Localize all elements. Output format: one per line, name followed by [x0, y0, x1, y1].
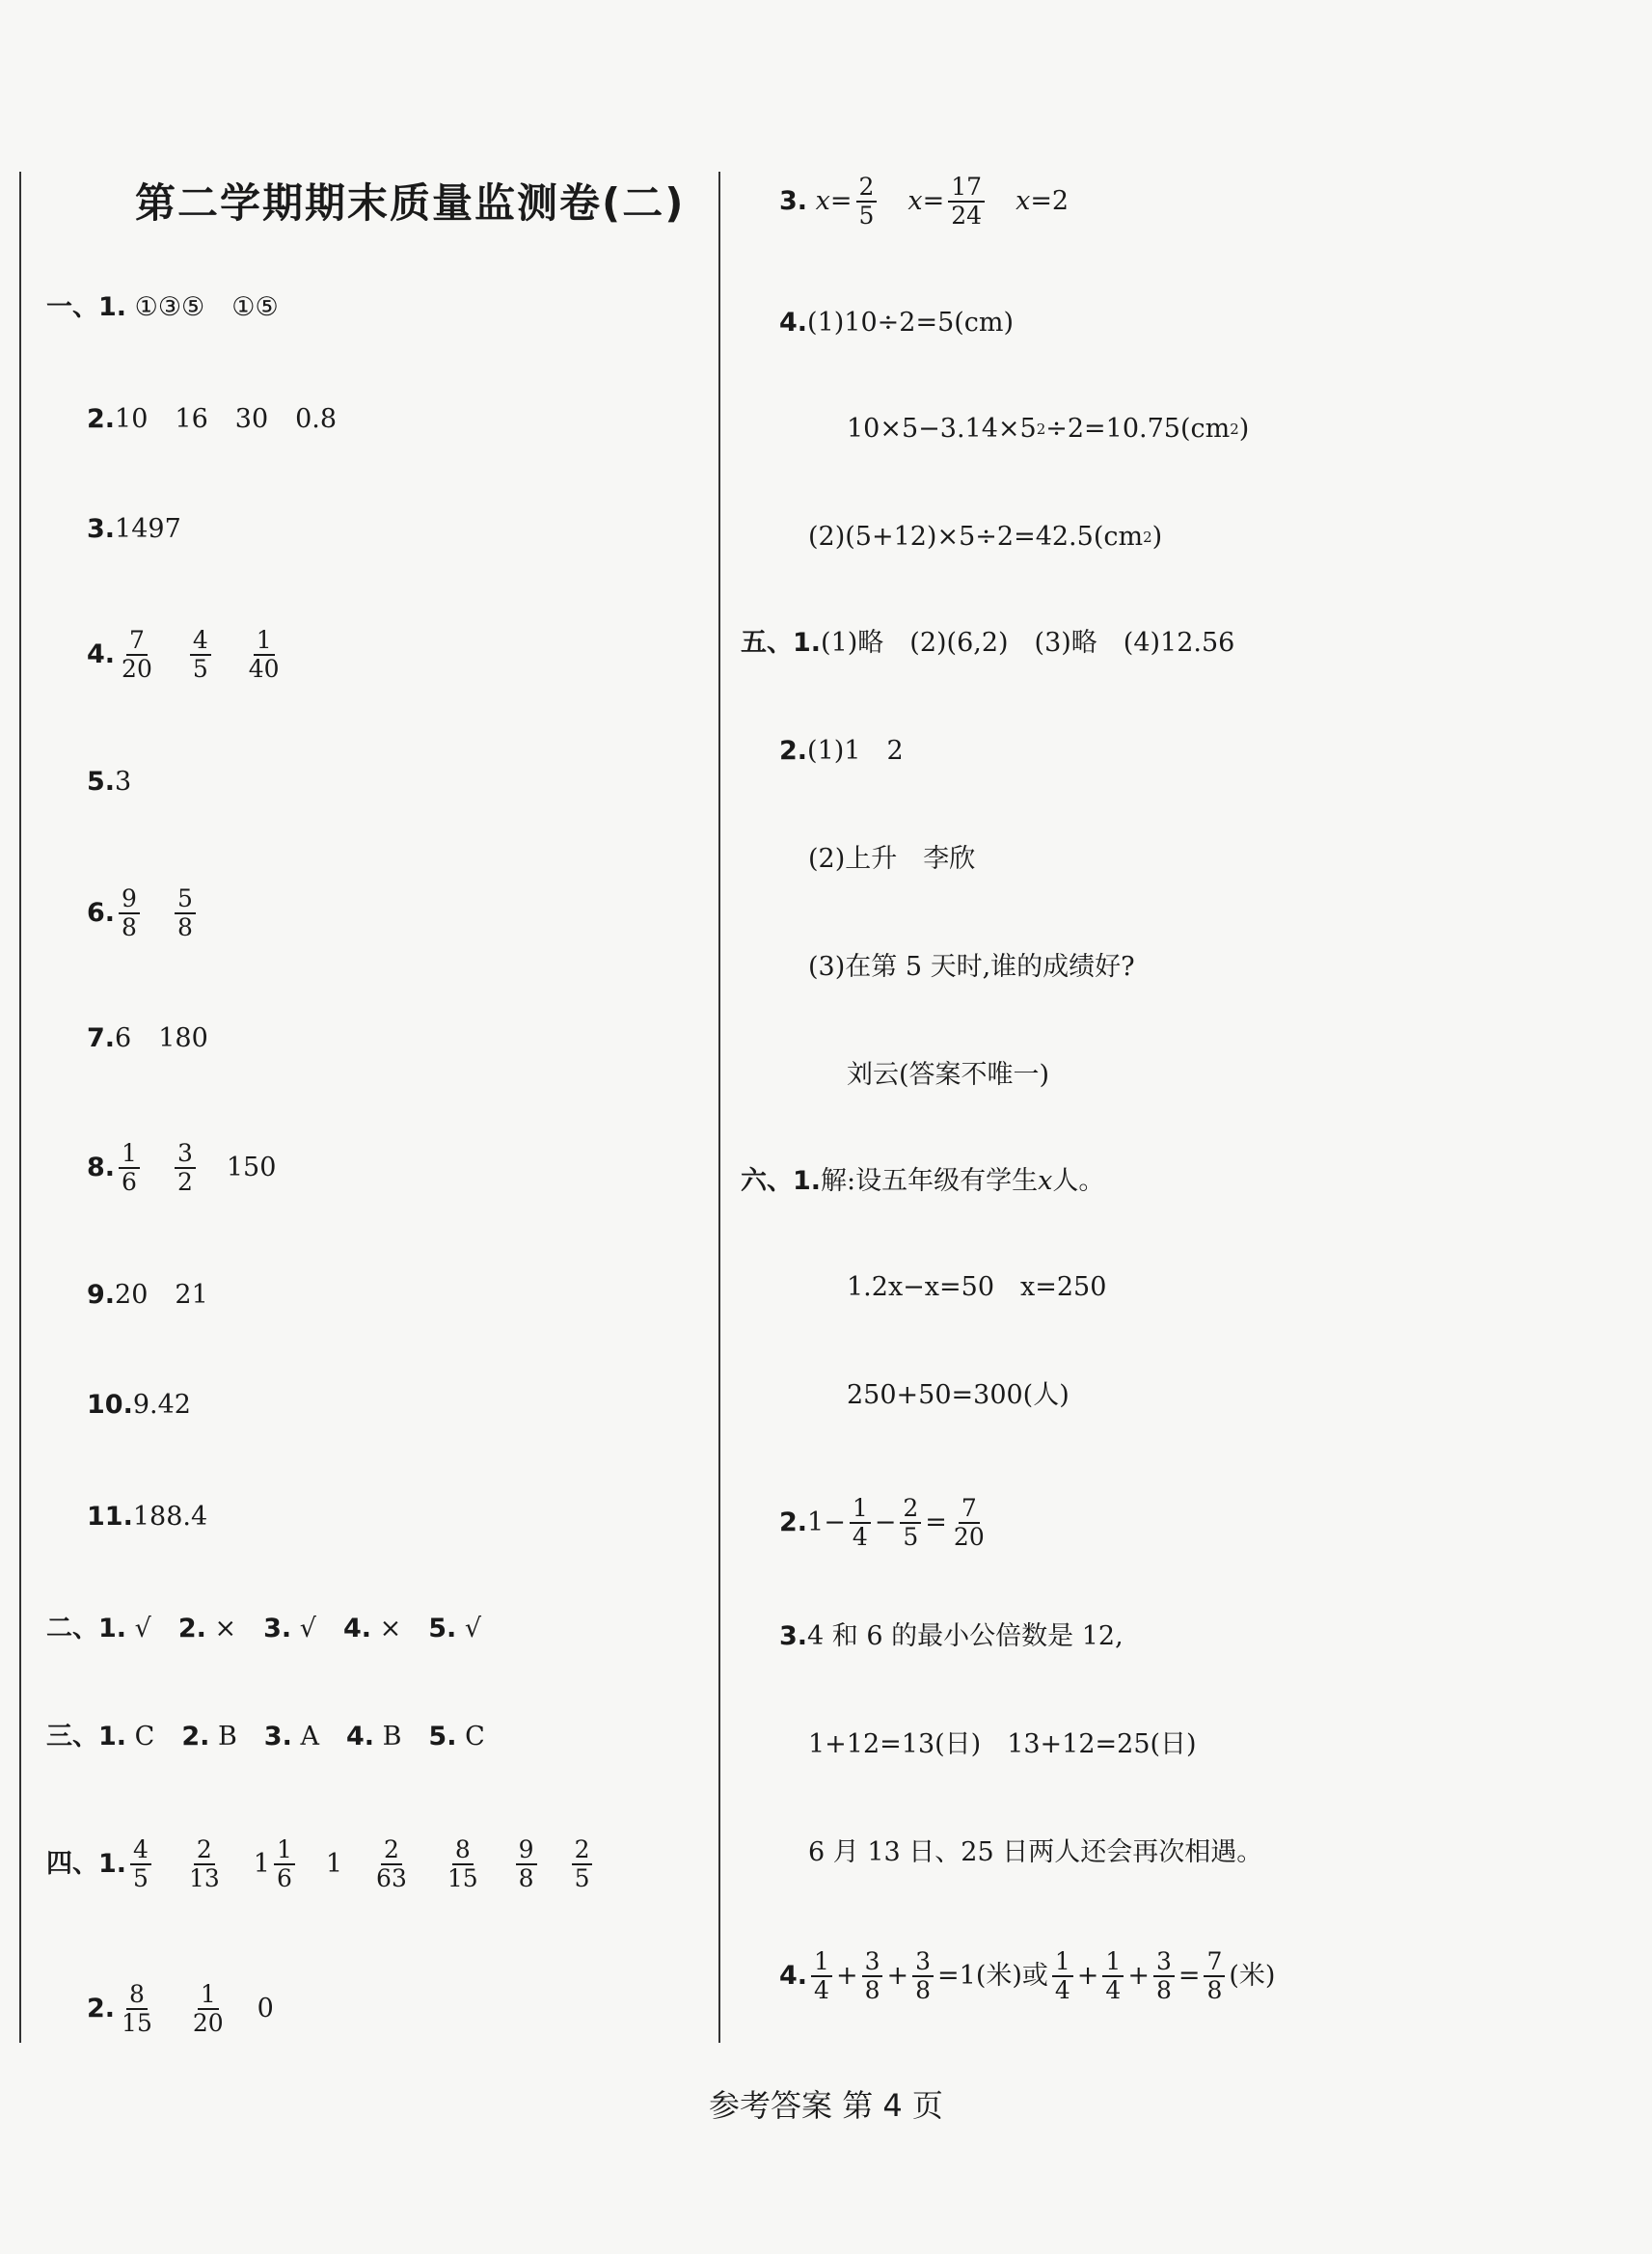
- text: 7: [1204, 1948, 1225, 1977]
- text: 30: [234, 404, 269, 434]
- text: 5: [903, 1523, 919, 1551]
- text: −: [874, 1507, 897, 1537]
- answer-6-1: [741, 1165, 1104, 1198]
- text: 1: [1052, 1948, 1073, 1977]
- text: +: [886, 1961, 909, 1991]
- text: 3: [115, 767, 132, 797]
- answer-6-4: [779, 1948, 1275, 2004]
- text: 2: [1230, 421, 1239, 438]
- text: 3.: [779, 186, 808, 216]
- text: 10: [115, 404, 149, 434]
- answer-2: [46, 1613, 481, 1645]
- text: 9.42: [132, 1390, 191, 1420]
- text: 8: [864, 1976, 880, 2004]
- column-divider: [718, 172, 720, 2043]
- text: 5: [192, 655, 208, 683]
- text: 四、1.: [46, 1849, 127, 1879]
- text: 1.2x−x=50 x=250: [847, 1272, 1107, 1302]
- text: 1: [850, 1495, 871, 1524]
- text: 1: [254, 627, 275, 656]
- left-margin-rule: [19, 172, 21, 2043]
- answer-3: [46, 1721, 485, 1753]
- text: 17: [948, 174, 985, 203]
- text: 3: [175, 1140, 196, 1169]
- text: =: [829, 186, 853, 216]
- text: +: [1076, 1961, 1099, 1991]
- text: (1)10÷2=5(cm): [807, 308, 1015, 338]
- text: x: [1016, 186, 1031, 216]
- text: 5.: [428, 1722, 457, 1752]
- text: 2: [1143, 529, 1152, 546]
- text: B: [217, 1722, 237, 1752]
- text: 250+50=300(人): [847, 1380, 1070, 1410]
- text: ×: [379, 1614, 402, 1643]
- answer-6-1-eq: [847, 1271, 1106, 1304]
- text: √: [299, 1614, 316, 1643]
- text: 40: [248, 655, 280, 683]
- text: 4.: [342, 1614, 372, 1643]
- answer-6-3-result: [808, 1836, 1262, 1869]
- text: 4.: [87, 639, 116, 669]
- text: 4: [190, 627, 211, 656]
- text: 二、1.: [46, 1614, 127, 1643]
- fraction: [119, 1140, 140, 1196]
- text: =: [925, 1507, 947, 1537]
- text: =2: [1030, 186, 1070, 216]
- fraction: [850, 1495, 871, 1551]
- text: 9: [516, 1836, 537, 1865]
- text: 4: [1105, 1976, 1122, 2004]
- text: 180: [158, 1023, 208, 1053]
- text: 24: [951, 202, 983, 230]
- text: C: [465, 1722, 485, 1752]
- text: 6: [122, 1168, 137, 1196]
- answer-5-2-2: [808, 843, 975, 876]
- text: ): [1238, 414, 1250, 444]
- text: (3)在第 5 天时,谁的成绩好?: [808, 952, 1135, 982]
- text: 4: [814, 1976, 829, 2004]
- text: 20: [192, 2009, 224, 2037]
- text: 188.4: [132, 1502, 208, 1532]
- page-title: 第二学期期末质量监测卷(二): [135, 179, 686, 227]
- text: √: [134, 1614, 151, 1643]
- answer-5-2-1: [779, 735, 904, 768]
- text: 2.: [87, 404, 116, 434]
- text: 7: [126, 627, 148, 656]
- fraction: [274, 1836, 295, 1892]
- answer-1-5: [87, 766, 131, 799]
- text: 8: [1155, 1976, 1172, 2004]
- text: =: [1178, 1961, 1201, 1991]
- answer-4-3: [779, 174, 1069, 230]
- text: 一、1.: [46, 292, 127, 322]
- fraction: [951, 1495, 988, 1551]
- answer-4-1: [46, 1836, 596, 1892]
- text: 3: [912, 1948, 934, 1977]
- text: 1: [119, 1140, 140, 1169]
- fraction: [130, 1836, 151, 1892]
- text: 1−: [807, 1507, 846, 1537]
- text: =1(米)或: [937, 1961, 1048, 1991]
- answer-4-4-1: [779, 307, 1014, 339]
- text: 4: [130, 1836, 151, 1865]
- text: 1: [198, 1981, 219, 2010]
- text: 2: [900, 1495, 921, 1524]
- text: 0: [257, 1994, 274, 2023]
- answer-1-11: [87, 1501, 207, 1534]
- text: 4: [852, 1523, 868, 1551]
- text: 9.: [87, 1280, 116, 1310]
- text: +: [835, 1961, 858, 1991]
- text: 2: [1036, 421, 1046, 438]
- text: 8: [452, 1836, 474, 1865]
- fraction: [175, 1140, 196, 1196]
- text: ①⑤: [231, 292, 279, 322]
- text: 10.: [87, 1390, 133, 1420]
- fraction: [190, 627, 211, 683]
- text: 2: [381, 1836, 402, 1865]
- text: 8.: [87, 1153, 116, 1182]
- text: x: [907, 186, 923, 216]
- fraction: [190, 1981, 227, 2037]
- text: =: [922, 186, 945, 216]
- text: √: [464, 1614, 482, 1643]
- fraction: [900, 1495, 921, 1551]
- text: 13: [188, 1864, 220, 1892]
- text: 6: [115, 1023, 132, 1053]
- answer-1-6: [87, 885, 200, 941]
- text: 7.: [87, 1023, 116, 1053]
- fraction: [119, 885, 140, 941]
- fraction: [811, 1948, 832, 2004]
- fraction: [119, 1981, 155, 2037]
- text: 16: [175, 404, 208, 434]
- text: (2)上升 李欣: [808, 844, 976, 874]
- answer-5-1: [741, 627, 1234, 660]
- page-footer: 参考答案 第 4 页: [709, 2087, 943, 2124]
- text: 4.: [345, 1722, 374, 1752]
- answer-1-8: [87, 1140, 276, 1196]
- text: +: [1127, 1961, 1150, 1991]
- answer-1-7: [87, 1022, 208, 1055]
- text: 2: [176, 1168, 193, 1196]
- text: 六、1.: [741, 1166, 822, 1196]
- text: 人。: [1052, 1166, 1105, 1196]
- text: 2.: [87, 1994, 116, 2023]
- text: 2.: [177, 1614, 206, 1643]
- text: 2: [572, 1836, 593, 1865]
- answer-1-9: [87, 1279, 208, 1312]
- text: 3.: [263, 1614, 292, 1643]
- fraction: [373, 1836, 410, 1892]
- text: 150: [226, 1153, 277, 1182]
- fraction: [948, 174, 985, 230]
- text: 1497: [115, 514, 181, 544]
- text: 10×5−3.14×5: [847, 414, 1037, 444]
- fraction: [516, 1836, 537, 1892]
- fraction: [246, 627, 283, 683]
- fraction: [186, 1836, 223, 1892]
- text: 1: [811, 1948, 832, 1977]
- text: 3.: [779, 1621, 808, 1651]
- fraction: [856, 174, 878, 230]
- answer-6-2: [779, 1495, 991, 1551]
- text: 63: [376, 1864, 407, 1892]
- text: 21: [175, 1280, 208, 1310]
- text: 9: [119, 885, 140, 914]
- text: 11.: [87, 1502, 133, 1532]
- text: 8: [518, 1864, 534, 1892]
- text: (1)略 (2)(6,2) (3)略 (4)12.56: [821, 628, 1235, 658]
- answer-6-3: [779, 1620, 1124, 1653]
- answer-1-3: [87, 513, 181, 546]
- text: 五、1.: [741, 628, 822, 658]
- answer-1-10: [87, 1389, 191, 1422]
- text: 5: [133, 1864, 149, 1892]
- answer-5-2-3-answer: [847, 1059, 1049, 1092]
- text: 6.: [87, 898, 116, 928]
- text: 2.: [181, 1722, 210, 1752]
- text: 8: [126, 1981, 148, 2010]
- answer-6-1-result: [847, 1379, 1070, 1412]
- text: 3.: [263, 1722, 292, 1752]
- text: 6: [276, 1864, 292, 1892]
- text: 2.: [779, 1507, 808, 1537]
- text: x: [1038, 1166, 1053, 1196]
- text: (1)1 2: [807, 736, 904, 766]
- text: 20: [953, 1523, 985, 1551]
- text: 15: [447, 1864, 478, 1892]
- text: 2: [194, 1836, 215, 1865]
- text: 三、1.: [46, 1722, 127, 1752]
- text: 5: [175, 885, 196, 914]
- fraction: [572, 1836, 593, 1892]
- text: 1: [1102, 1948, 1124, 1977]
- text: 6 月 13 日、25 日两人还会再次相遇。: [808, 1837, 1263, 1867]
- fraction: [912, 1948, 934, 2004]
- text: 1: [274, 1836, 295, 1865]
- text: ×: [214, 1614, 237, 1643]
- text: 1: [325, 1849, 343, 1879]
- fraction: [1204, 1948, 1225, 2004]
- text: 15: [122, 2009, 152, 2037]
- text: A: [300, 1722, 319, 1752]
- text: 7: [959, 1495, 980, 1524]
- text: 4: [1054, 1976, 1070, 2004]
- text: 3: [1153, 1948, 1175, 1977]
- text: 4 和 6 的最小公倍数是 12,: [807, 1621, 1124, 1651]
- text: 8: [1206, 1976, 1223, 2004]
- text: 20: [122, 655, 152, 683]
- text: 1+12=13(日) 13+12=25(日): [808, 1729, 1197, 1759]
- text: x: [815, 186, 830, 216]
- text: 3: [862, 1948, 883, 1977]
- text: 8: [122, 913, 137, 941]
- text: 8: [915, 1976, 932, 2004]
- text: B: [382, 1722, 402, 1752]
- answer-4-4-1-calc: [847, 413, 1249, 446]
- answer-6-3-calc: [808, 1728, 1197, 1761]
- text: (2)(5+12)×5÷2=42.5(cm: [808, 522, 1144, 552]
- text: 2.: [779, 736, 808, 766]
- text: C: [134, 1722, 155, 1752]
- text: 5.: [87, 767, 116, 797]
- answer-5-2-3: [808, 951, 1135, 984]
- text: 刘云(答案不唯一): [847, 1060, 1050, 1090]
- text: ÷2=10.75(cm: [1045, 414, 1231, 444]
- fraction: [445, 1836, 481, 1892]
- fraction: [1052, 1948, 1073, 2004]
- fraction: [119, 627, 155, 683]
- text: 8: [176, 913, 193, 941]
- text: ①③⑤: [134, 292, 205, 322]
- text: (米): [1229, 1961, 1276, 1991]
- fraction: [862, 1948, 883, 2004]
- fraction: [1153, 1948, 1175, 2004]
- answer-4-4-2: [808, 521, 1162, 554]
- text: 解:设五年级有学生: [821, 1166, 1039, 1196]
- fraction: [1102, 1948, 1124, 2004]
- text: ): [1151, 522, 1163, 552]
- text: 0.8: [295, 404, 338, 434]
- text: 4.: [779, 308, 808, 338]
- text: 3.: [87, 514, 116, 544]
- text: 1: [253, 1849, 270, 1879]
- text: 5.: [428, 1614, 457, 1643]
- text: 20: [115, 1280, 149, 1310]
- text: 2: [856, 174, 878, 203]
- text: 5: [858, 202, 875, 230]
- answer-4-2: [87, 1981, 274, 2037]
- answer-1-2: [87, 403, 337, 436]
- answer-1-1: [46, 291, 279, 324]
- fraction: [175, 885, 196, 941]
- answer-1-4: [87, 627, 286, 683]
- text: 5: [574, 1864, 590, 1892]
- text: 4.: [779, 1961, 808, 1991]
